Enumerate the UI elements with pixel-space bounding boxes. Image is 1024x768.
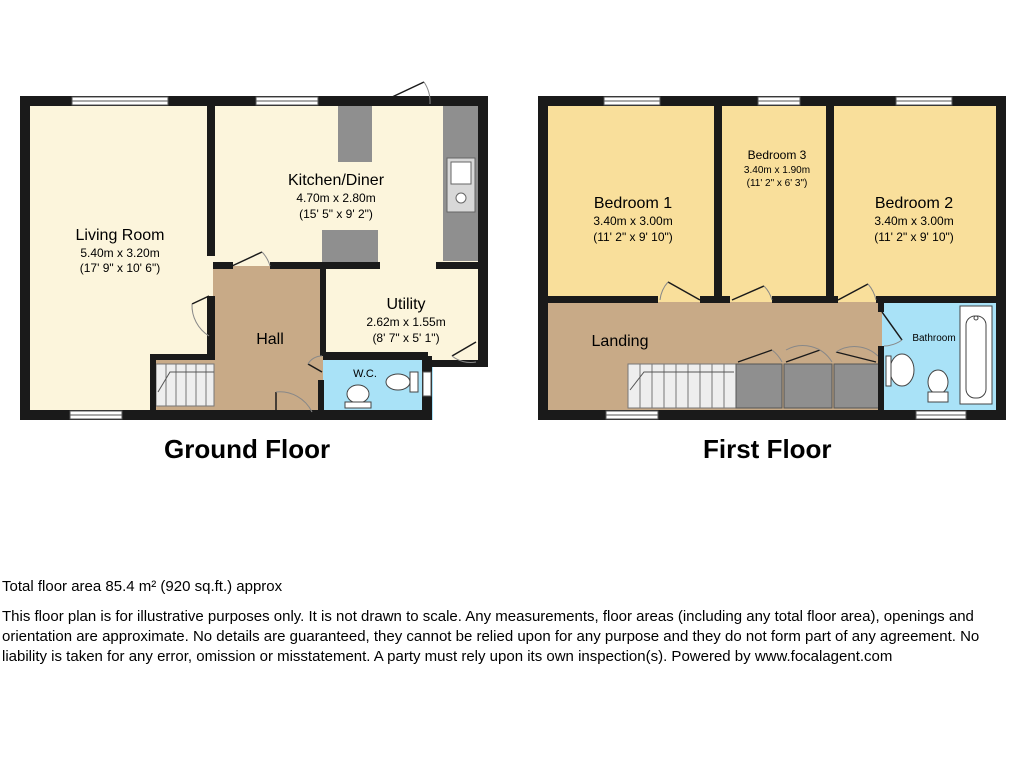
bedroom3-area — [718, 106, 830, 302]
hall-name: Hall — [256, 331, 284, 348]
bedroom3-imperial: (11' 2" x 6' 3") — [746, 178, 808, 189]
stairs — [156, 364, 214, 406]
kitchen-sink — [447, 158, 475, 212]
bathroom-name: Bathroom — [912, 333, 956, 344]
disclaimer-text: This floor plan is for illustrative purposes only. It is not drawn to scale. Any measurements, floor areas (including any total floor area), openings and orientation are approximate. No details are guaranteed, they cannot be relied upon for any purpose and they do not form part of any agreement. No liability is taken for any error, omission or misstatement. A party must rely upon its own inspection(s). Powered by www.focalagent.com — [2, 608, 980, 665]
bedroom3-metric: 3.40m x 1.90m — [743, 165, 811, 176]
landing-stairs — [628, 364, 736, 408]
landing-cupboards — [736, 364, 882, 408]
bedroom3-name: Bedroom 3 — [747, 148, 807, 162]
bedroom2-metric: 3.40m x 3.00m — [874, 214, 954, 228]
utility-area — [323, 266, 488, 360]
living-room-name: Living Room — [75, 227, 165, 244]
utility-name: Utility — [386, 296, 426, 313]
landing-name: Landing — [591, 333, 649, 350]
bedroom1-imperial: (11' 2" x 9' 10") — [593, 230, 673, 244]
kitchen-name: Kitchen/Diner — [287, 172, 385, 189]
kitchen-imperial: (15' 5" x 9' 2") — [299, 207, 373, 221]
total-floor-area: Total floor area 85.4 m² (920 sq.ft.) approx — [2, 578, 283, 595]
bedroom2-imperial: (11' 2" x 9' 10") — [874, 230, 954, 244]
wc-name: W.C. — [353, 368, 377, 380]
kitchen-metric: 4.70m x 2.80m — [296, 191, 376, 205]
utility-metric: 2.62m x 1.55m — [366, 315, 446, 329]
bedroom1-name: Bedroom 1 — [593, 195, 673, 212]
ground-floor-plan — [20, 82, 488, 420]
ground-floor-title: Ground Floor — [164, 434, 331, 464]
living-room-imperial: (17' 9" x 10' 6") — [79, 261, 161, 275]
living-room-metric: 5.40m x 3.20m — [80, 246, 160, 260]
first-floor-title: First Floor — [703, 434, 832, 464]
bedroom2-name: Bedroom 2 — [874, 195, 954, 212]
chimney-breast — [338, 106, 372, 162]
utility-imperial: (8' 7" x 5' 1") — [372, 331, 440, 345]
bedroom1-metric: 3.40m x 3.00m — [593, 214, 673, 228]
first-floor-plan — [538, 96, 1006, 420]
kitchen-island — [322, 230, 378, 264]
